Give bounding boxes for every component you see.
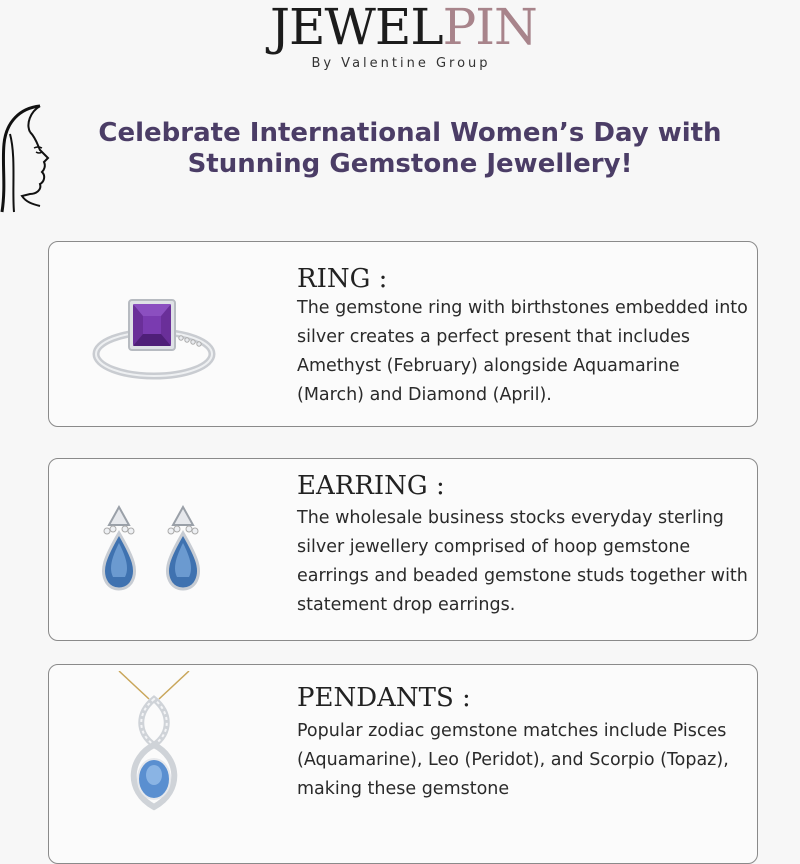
brand-logo: [270, 0, 537, 72]
product-card-ring: [48, 241, 758, 427]
logo-word-pin: PIN: [442, 0, 537, 56]
card-title-pendants: PENDANTS :: [297, 683, 471, 713]
card-title-ring: RING :: [297, 264, 388, 294]
card-title-earring: EARRING :: [297, 471, 445, 501]
card-text-pendants: Popular zodiac gemstone matches include Pisces (Aquamarine), Leo (Peridot), and Scorpio (Topaz), making these gemstone: [297, 721, 729, 799]
headline-line-2: Stunning Gemstone Jewellery!: [187, 149, 633, 179]
product-card-pendants: [48, 664, 758, 864]
logo-wordmark: [270, 0, 537, 56]
headline-line-1: Celebrate International Women’s Day with: [98, 118, 722, 148]
logo-word-jewel: JEWEL: [270, 0, 443, 56]
card-text-earring: The wholesale business stocks everyday sterling silver jewellery comprised of hoop gemstone earrings and beaded gemstone studs together with statement drop earrings.: [297, 508, 748, 615]
page-headline: [60, 118, 760, 180]
woman-profile-icon: [0, 100, 64, 218]
card-text-ring: The gemstone ring with birthstones embedded into silver creates a perfect present that includes Amethyst (February) alongside Aquamarine (March) and Diamond (April).: [297, 298, 748, 405]
amethyst-ring-icon: [89, 282, 219, 392]
logo-tagline: By Valentine Group: [311, 56, 491, 71]
product-card-earring: [48, 458, 758, 641]
pendant-necklace-icon: [109, 671, 199, 811]
topaz-earrings-icon: [89, 499, 219, 609]
